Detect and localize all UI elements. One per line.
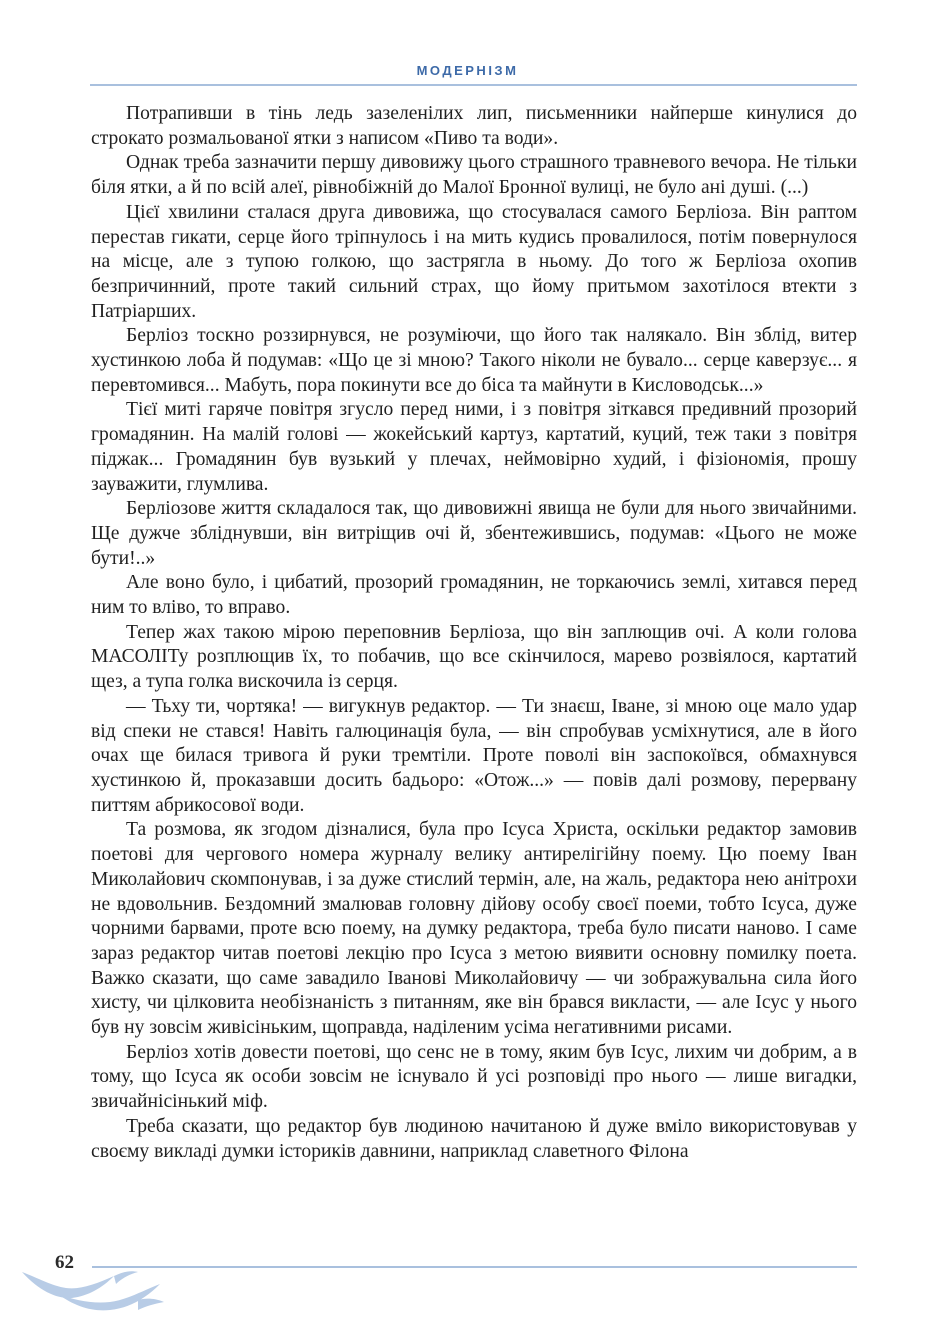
paragraph-12: Треба сказати, що редактор був людиною начитаною й дуже вміло використовував у своєму викладі думки істориків давнини, наприклад славетного Філона [91, 1115, 857, 1162]
paragraph-4: Берліоз тоскно роззирнувся, не розуміючи, що його так налякало. Він зблід, витер хустинкою лоба й подумав: «Що це зі мною? Такого ніколи не бувало... серце каверзує... я перевтомився... Мабуть, пора покинути все до біса та майнути в Кисловодськ...» [91, 325, 857, 396]
header-divider [90, 84, 857, 86]
paragraph-5: Тієї миті гаряче повітря згусло перед ними, і з повітря зіткався предивний прозорий громадянин. На малій голові — жокейський картуз, картатий, куций, теж таки з повітря піджак... Громадянин був вузький у плечах, неймовірно худий, і фізіономія, прошу зауважити, глумлива. [91, 399, 857, 495]
paragraph-11: Берліоз хотів довести поетові, що сенс не в тому, яким був Ісус, лихим чи добрим, а в тому, що Ісуса як особи зовсім не існувало й усі розповіді про нього — лише вигадки, звичайнісінький міф. [91, 1041, 857, 1113]
paragraph-3: Цієї хвилини сталася друга дивовижа, що стосувалася самого Берліоза. Він раптом перестав гикати, серце його тріпнулось і на мить кудись провалилося, потім повернулося на місце, але з тупою голкою, що застрягла в ньому. До того ж Берліоза охопив безпричинний, проте такий сильний страх, що йому притьмом захотілося втекти з Патріарших. [91, 201, 857, 322]
flying-birds-icon [18, 1264, 168, 1316]
page-number: 62 [55, 1252, 74, 1273]
footer-divider [92, 1266, 857, 1268]
paragraph-10: Та розмова, як згодом дізналися, була про Ісуса Христа, оскільки редактор замовив поетові для чергового номера журналу велику антирелігійну поему. Цю поему Іван Миколайович скомпонував, і за дуже стислий термін, але, на жаль, редактора нею анітрохи не вдовольнив. Бездомний змалював головну дійову особу своєї поеми, тобто Ісуса, дуже чорними барвами, проте всю поему, на думку редактора, треба було писати наново. І саме зараз редактор читав поетові лекцію про Ісуса з метою виявити основну помилку поета. Важко сказати, що саме завадило Іванові Миколайовичу — чи зображувальна сила його хисту, чи цілковита необізнаність з питанням, яке він брався викласти, — але Ісус у нього був ну зовсім живісіньким, щоправда, наділеним усіма негативними рисами. [91, 819, 857, 1039]
paragraph-7: Але воно було, і цибатий, прозорий громадянин, не торкаючись землі, хитався перед ним то вліво, то вправо. [91, 572, 857, 619]
running-title: МОДЕРНІЗМ [416, 63, 519, 78]
paragraph-6: Берліозове життя складалося так, що дивовижні явища не були для нього звичайними. Ще дужче зблiднувши, він витріщив очі й, збентежившись, подумав: «Цього не може бути!..» [91, 498, 857, 569]
paragraph-1: Потрапивши в тінь ледь зазеленілих лип, письменники найперше кинулися до строкато розмальованої ятки з написом «Пиво та води». [91, 103, 857, 149]
paragraph-2: Однак треба зазначити першу дивовижу цього страшного травневого вечора. Не тільки біля ятки, а й по всій алеї, рівнобіжній до Малої Бронної вулиці, не було ані душі. (...) [91, 152, 857, 199]
body-text [91, 102, 857, 1164]
paragraph-9: — Тьху ти, чортяка! — вигукнув редактор. — Ти знаєш, Іване, зі мною оце мало удар від спеки не стався! Навіть галюцинація була, — він спробував усміхнутися, але в його очах ще билася тривога й руки тремтіли. Проте поволі він заспокоївся, обмахнувся хустинкою й, проказавши досить бадьоро: «Отож...» — повів далі розмову, перервану питтям абрикосової води. [91, 695, 857, 816]
paragraph-8: Тепер жах такою мірою переповнив Берліоза, що він заплющив очі. А коли голова МАСОЛІТу розплющив їх, то побачив, що все скінчилося, марево розвіялося, картатий щез, а тупа голка вискочила із серця. [91, 621, 857, 693]
